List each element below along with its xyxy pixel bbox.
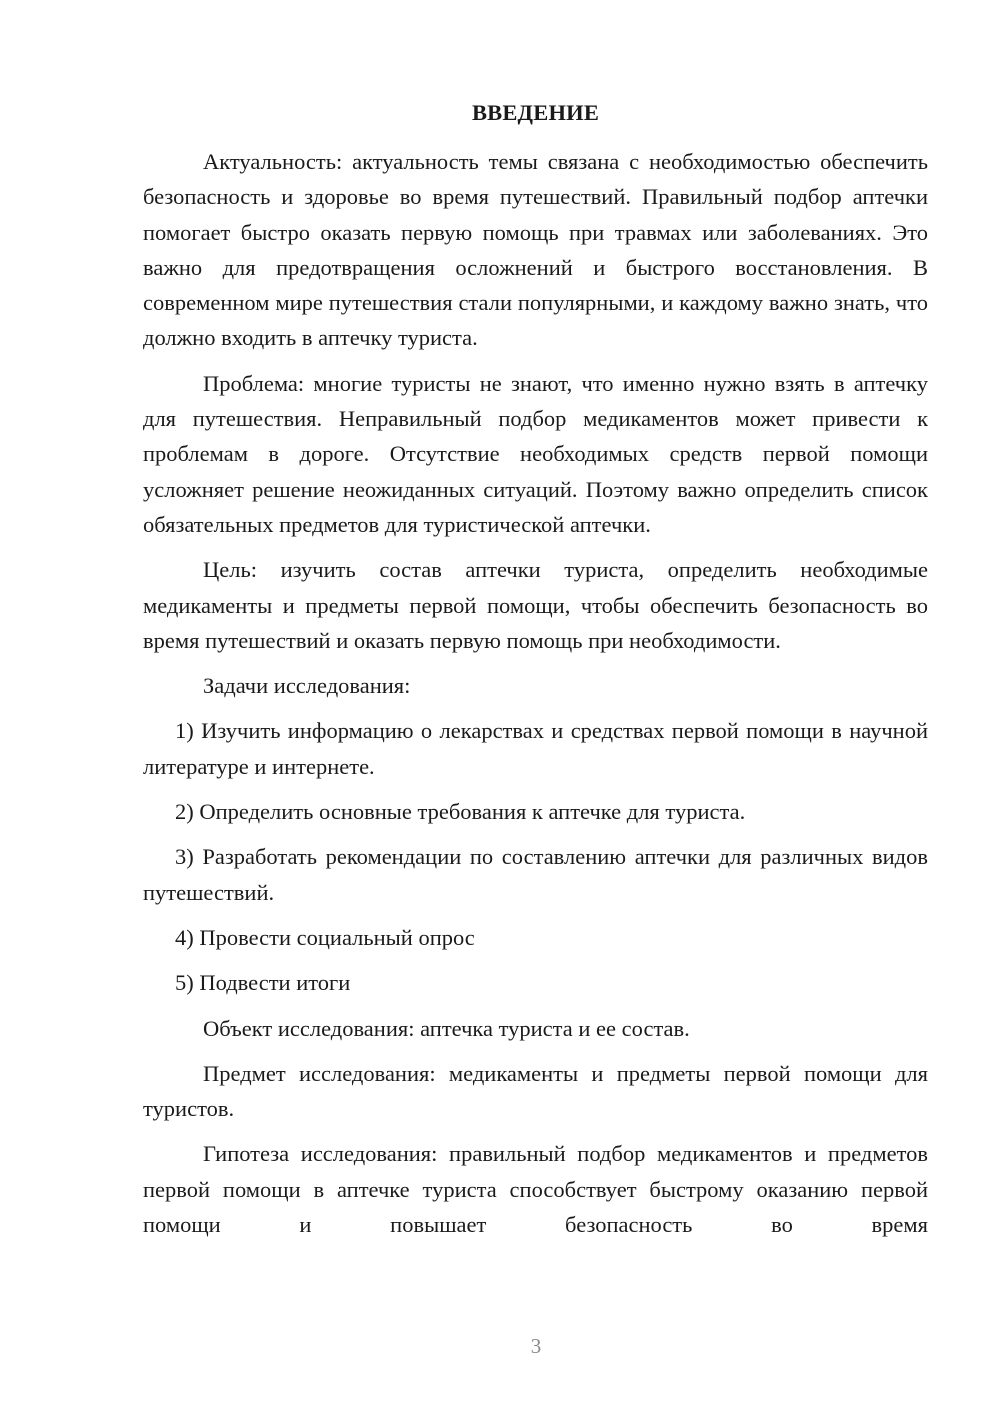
section-title: ВВЕДЕНИЕ — [471, 100, 600, 125]
paragraph-relevance: Актуальность: актуальность темы связана с необходимостью обеспечить безопасность и здоровье во время путешествий. Правильный подбор аптечки помогает быстро оказать первую помощь при травмах или заболеваниях. Это важно для предотвращения осложнений и быстрого восстановления. В современном мире путешествия стали популярными, и каждому важно знать, что должно входить в аптечку туриста. — [143, 149, 928, 351]
paragraph-subject: Предмет исследования: медикаменты и предметы первой помощи для туристов. — [143, 1060, 928, 1122]
paragraph-problem: Проблема: многие туристы не знают, что именно нужно взять в аптечку для путешествия. Неправильный подбор медикаментов может привести к проблемам в дороге. Отсутствие необходимых средств первой помощи усложняет решение неожиданных ситуаций. Поэтому важно определить список обязательных предметов для туристической аптечки. — [143, 370, 928, 537]
paragraph-hypothesis: Гипотеза исследования: правильный подбор медикаментов и предметов первой помощи в аптечке туриста способствует быстрому оказанию первой помощи и повышает безопасность во время — [143, 1141, 928, 1238]
task-item-5: 5) Подвести итоги — [175, 970, 351, 996]
task-item-4: 4) Провести социальный опрос — [175, 924, 475, 950]
paragraph-object: Объект исследования: аптечка туриста и ее состав. — [203, 1015, 690, 1041]
page-body — [143, 95, 928, 1242]
paragraph-goal: Цель: изучить состав аптечки туриста, определить необходимые медикаменты и предметы первой помощи, чтобы обеспечить безопасность во время путешествий и оказать первую помощь при необходимости. — [143, 557, 928, 653]
task-item-3: 3) Разработать рекомендации по составлению аптечки для различных видов путешествий. — [143, 844, 928, 905]
tasks-heading: Задачи исследования: — [203, 673, 411, 699]
page-number: 3 — [530, 1334, 542, 1358]
task-item-2: 2) Определить основные требования к аптечке для туриста. — [175, 799, 746, 825]
task-item-1: 1) Изучить информацию о лекарствах и средствах первой помощи в научной литературе и интернете. — [143, 718, 928, 779]
